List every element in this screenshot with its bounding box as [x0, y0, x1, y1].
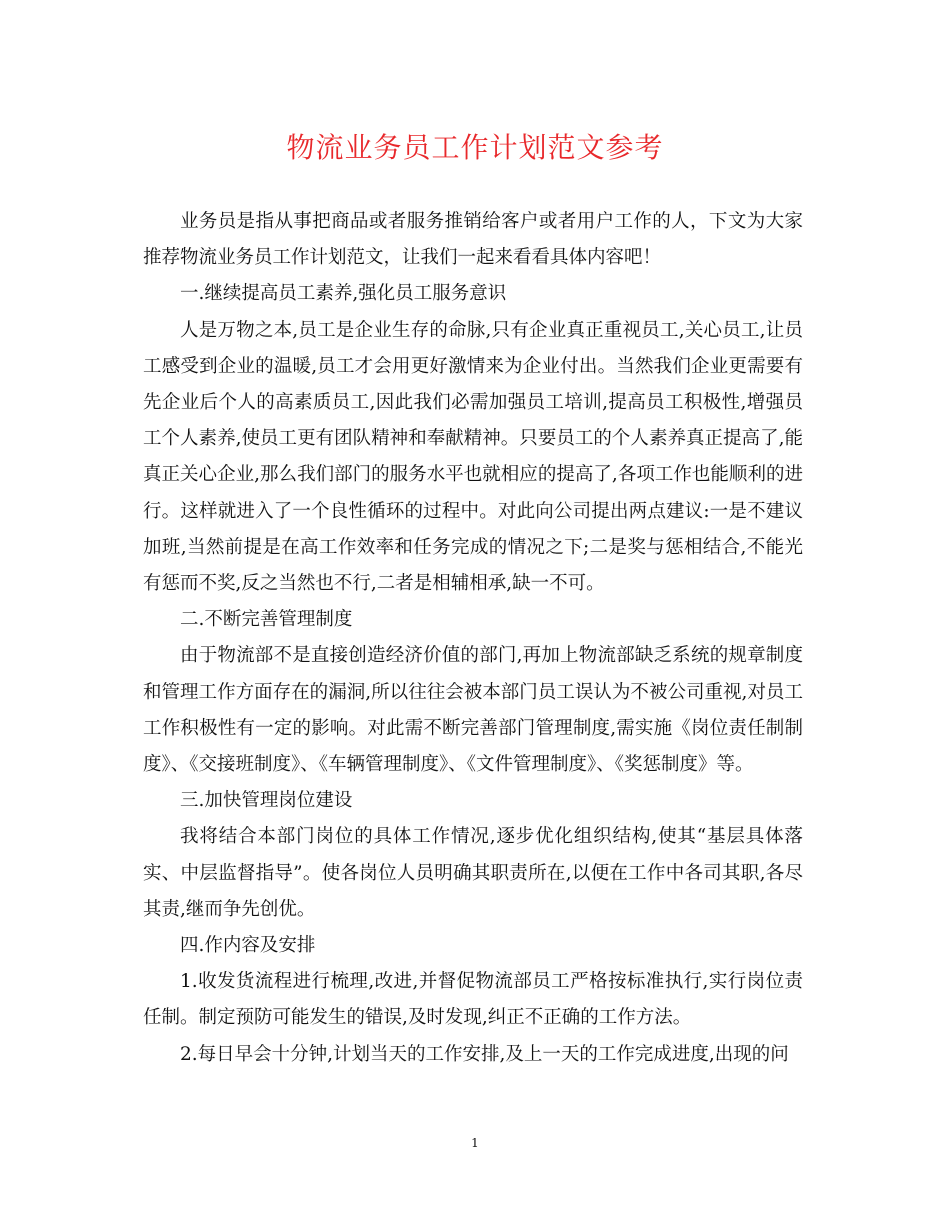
section-3-paragraph: 我将结合本部门岗位的具体工作情况,逐步优化组织结构,使其“基层具体落实、中层监督指导”。使各岗位人员明确其职责所在,以便在工作中各司其职,各尽其责,继而争先创优。	[143, 826, 803, 920]
section-heading-4: 四.作内容及安排	[180, 935, 316, 957]
section-heading-2: 二.不断完善管理制度	[180, 609, 353, 631]
section-heading-1: 一.继续提高员工素养,强化员工服务意识	[180, 283, 507, 305]
list-item-2: 2.每日早会十分钟,计划当天的工作安排,及上一天的工作完成进度,出现的问	[180, 1043, 789, 1065]
page-number: 1	[471, 1136, 479, 1150]
intro-paragraph: 业务员是指从事把商品或者服务推销给客户或者用户工作的人，下文为大家推荐物流业务员工作计划范文，让我们一起来看看具体内容吧！	[143, 211, 803, 269]
section-1-paragraph: 人是万物之本,员工是企业生存的命脉,只有企业真正重视员工,关心员工,让员工感受到企业的温暖,员工才会用更好激情来为企业付出。当然我们企业更需要有先企业后个人的高素质员工,因此我们必需加强员工培训,提高员工积极性,增强员工个人素养,使员工更有团队精神和奉献精神。只要员工的个人素养真正提高了,能真正关心企业,那么我们部门的服务水平也就相应的提高了,各项工作也能顺利的进行。这样就进入了一个良性循环的过程中。对此向公司提出两点建议:一是不建议加班,当然前提是在高工作效率和任务完成的情况之下;二是奖与惩相结合,不能光有惩而不奖,反之当然也不行,二者是相辅相承,缺一不可。	[143, 319, 803, 595]
document-body	[143, 204, 803, 1073]
document-title: 物流业务员工作计划范文参考	[286, 131, 664, 164]
section-heading-3: 三.加快管理岗位建设	[180, 790, 353, 812]
section-2-paragraph: 由于物流部不是直接创造经济价值的部门,再加上物流部缺乏系统的规章制度和管理工作方面存在的漏洞,所以往往会被本部门员工误认为不被公司重视,对员工工作积极性有一定的影响。对此需不断完善部门管理制度,需实施《岗位责任制制度》、《交接班制度》、《车辆管理制度》、《文件管理制度》、《奖惩制度》等。	[143, 645, 803, 776]
list-item-1: 1.收发货流程进行梳理,改进,并督促物流部员工严格按标准执行,实行岗位责任制。制定预防可能发生的错误,及时发现,纠正不正确的工作方法。	[143, 971, 803, 1029]
